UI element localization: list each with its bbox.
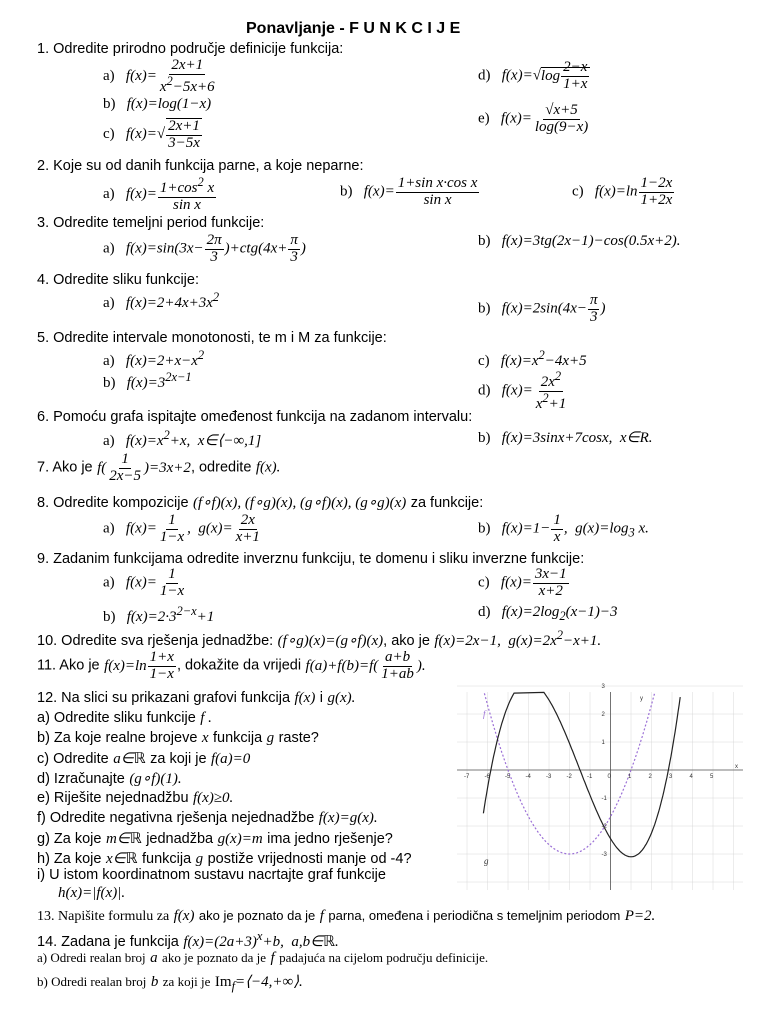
task-1c: c) f(x)=√ $\frac{2x+1}{3-5x}$ [103,118,200,151]
task-5d: d) f(x)= $\frac{2x^2}{x^2+1}$ [478,369,567,412]
task-14a-text-2: ako je poznato da je [162,950,267,965]
task-9c: c) f(x)= $\frac{3x-1}{x+2}$ [478,566,567,599]
task-8-heading: 8. Odredite kompozicije (f∘f)(x), (f∘g)(x), (g∘f)(x), (g∘g)(x) za funkcije: [37,495,484,511]
task-12b: b) Za koje realne brojeve x funkcija g raste? [37,730,319,746]
task-4b: b) f(x)=2sin(4x− $\frac{\pi}{3}$ ) [478,292,606,325]
task-9-heading: 9. Zadanim funkcijama odredite inverznu funkciju, te domenu i sliku inverzne funkcije: [37,551,585,567]
task-12c-text-2: za koji je [150,751,207,767]
graph-x-tick-label: 2 [648,774,652,780]
task-12d-text: d) Izračunajte [37,771,125,787]
task-9a: a) f(x)= $\frac{1}{1-x}$ [103,566,185,599]
task-6a: a) $f(x)=x^2+x$, x∈⟨−∞,1] [103,428,262,449]
task-12b-text-1: b) Za koje realne brojeve [37,730,198,746]
graph-y-tick-label: -1 [601,796,607,802]
task-12b-text-2: funkcija [212,730,263,746]
graph-x-tick-label: -4 [525,774,531,780]
task-12-text-2: i [319,690,324,706]
task-12a: a) Odredite sliku funkcije f . [37,710,212,726]
task-11-text-2: , dokažite da vrijedi [176,657,302,674]
task-11-text-1: 11. Ako je [37,657,100,674]
task-12h-text-1: h) Za koje [37,851,102,867]
task-11: 11. Ako je f(x)=ln $\frac{1+x}{1-x}$ , dokažite da vrijedi f(a)+f(b)=f( $\frac{a+b}{1+ab}$ ). [37,649,426,682]
task-12g-text-3: ima jedno rješenje? [267,831,393,847]
task-13-text-1: 13. Napišite formulu za [37,909,170,924]
task-14a: a) Odredi realan broj a ako je poznato da je f padajuća na cijelom području definicije. [37,950,489,966]
task-9b: b) $f(x)=2\cdot 3^{2-x}+1$ [103,604,215,625]
task-12i-formula: h(x)=|f(x)|. [58,885,126,901]
task-12-text-1: 12. Na slici su prikazani grafovi funkcija [37,690,291,706]
task-12a-text: a) Odredite sliku funkcije [37,710,196,726]
task-2a: a) f(x)= $\frac{1+\cos^2 x}{\text{sin x}}$ [103,175,215,213]
graph-x-tick-label: -3 [546,774,552,780]
graph-x-tick-label: -5 [505,774,511,780]
task-1b: b) f(x)=log(1−x) [103,96,212,112]
task-3b: b) f(x)=3tg(2x−1)−cos(0.5x+2). [478,233,681,249]
graph-y-tick-label: -3 [601,852,607,858]
task-12g-text-2: jednadžba [146,831,214,847]
task-7: 7. Ako je f( $\frac{1}{2x-5}$ )=3x+2, odredite f(x). [37,451,281,484]
task-5-heading: 5. Odredite intervale monotonosti, te m i M za funkcije: [37,330,387,346]
task-12f: f) Odredite negativna rješenja nejednadžbe f(x)=g(x). [37,810,378,826]
task-9d: d) $f(x)=2\log_2(x-1)-3$ [478,604,618,623]
task-10: 10. Odredite sva rješenja jednadžbe: (f∘g)(x)=(g∘f)(x), ako je f(x)=2x−1, $g(x)=2x^2-x+1$. [37,628,602,649]
task-14a-text-1: a) Odredi realan broj [37,950,146,965]
task-4a: a) $f(x)=2+4x+3x^2$ [103,290,220,311]
task-14-text: 14. Zadana je funkcija [37,934,179,950]
task-5b: b) $f(x)=3^{2x-1}$ [103,370,192,391]
graph-x-tick-label: 4 [689,774,693,780]
graph-x-tick-label: -7 [464,774,470,780]
graph-x-tick-label: -1 [587,774,593,780]
task-12h: h) Za koje x∈ℝ funkcija g postiže vrijednosti manje od -4? [37,851,412,867]
task-14b-text-2: za koji je [162,974,211,989]
task-12c-text-1: c) Odredite [37,751,109,767]
task-4-heading: 4. Odredite sliku funkcije: [37,272,199,288]
task-10-text-1: 10. Odredite sva rješenja jednadžbe: [37,633,274,649]
graph-axes [457,692,743,890]
task-12g-text-1: g) Za koje [37,831,102,847]
task-1d: d) f(x)=√log $\frac{2-x}{1+x}$ [478,60,590,93]
task-8b: b) f(x)=1− $\frac{1}{x}$ , $g(x)=\log_3$ x. [478,512,649,545]
task-14a-text-3: padajuća na cijelom području definicije. [279,950,489,965]
task-12-heading: 12. Na slici su prikazani grafovi funkcija f(x) i g(x). [37,690,356,706]
graph-x-tick-label: 5 [710,774,714,780]
graph-x-tick-label: 1 [628,774,632,780]
graph-axis-y-label: y [640,696,643,702]
task-8a: a) f(x)= $\frac{1}{1-x}$ , g(x)= $\frac{2x}{x+1}$ [103,512,260,545]
graph-x-tick-label: 3 [669,774,673,780]
graph-y-tick-label: 1 [601,740,605,746]
task-10-text-2: , ako je [383,633,430,649]
task-13-text-3: parna, omeđena i periodična s temeljnim periodom [328,908,621,923]
task-14b: b) Odredi realan broj b za koji je $Im_f=⟨-4,+\infty⟩$. [37,974,303,993]
task-7-text-1: 7. Ako je [37,459,93,476]
graph-x-tick-label: -2 [566,774,572,780]
task-12i-text: i) U istom koordinatnom sustavu nacrtajte graf funkcije [37,867,386,883]
task-12e-text: e) Riješite nejednadžbu [37,790,189,806]
task-1-heading: 1. Odredite prirodno područje definicije funkcija: [37,41,344,57]
graph-y-tick-label: 3 [601,684,605,690]
task-8-text-1: 8. Odredite kompozicije [37,495,189,511]
task-14b-text-1: b) Odredi realan broj [37,974,147,989]
task-7-text-2: , odredite [190,459,252,476]
task-6b: b) f(x)=3sinx+7cosx, x∈R. [478,430,653,446]
task-2b: b) f(x)= $\frac{\text{1+sin x·cos x}}{\text{sin x}}$ [340,175,478,208]
graph-tick-labels [464,684,714,858]
task-6-heading: 6. Pomoću grafa ispitajte omeđenost funkcija na zadanom intervalu: [37,409,473,425]
task-14: 14. Zadana je funkcija $f(x)=(2a+3)^x+b$, a,b∈ℝ. [37,929,339,950]
graph-y-tick-label: 2 [601,712,605,718]
task-12h-text-3: postiže vrijednosti manje od -4? [207,851,412,867]
graph-x-tick-label: 0 [607,774,611,780]
page-title: Ponavljanje - F U N K C I J E [246,20,461,37]
task-12h-text-2: funkcija [142,851,192,867]
graph-x-tick-label: -6 [484,774,490,780]
task-12g: g) Za koje m∈ℝ jednadžba g(x)=m ima jedno rješenje? [37,831,393,847]
task-12d: d) Izračunajte (g∘f)(1). [37,771,182,787]
task-12b-text-3: raste? [278,730,319,746]
graph-y-tick-label: -2 [601,824,607,830]
graph-grid [457,686,743,890]
task-13-text-2: ako je poznato da je [198,908,316,923]
graph-label-f: f [483,709,486,719]
graph-label-g: g [484,856,489,866]
task-2c: c) f(x)=ln $\frac{1-2x}{1+2x}$ [572,175,673,208]
graph-axis-x-label: x [735,764,738,770]
task-13: 13. Napišite formulu za f(x) ako je poznato da je f parna, omeđena i periodična s temeljnim periodom P=2. [37,908,656,924]
task-8-text-2: za funkcije: [410,495,484,511]
function-graph [457,684,743,890]
task-1e: e) f(x)= $\frac{√x+5}{\log(9-x)}$ [478,102,589,135]
task-3a: a) f(x)=sin(3x− $\frac{2\pi}{3}$ )+ctg(4x+ $\frac{\pi}{3}$ ) [103,232,306,265]
task-5c: c) $f(x)=x^2-4x+5$ [478,348,587,369]
task-12c: c) Odredite a∈ℝ za koji je f(a)=0 [37,751,251,767]
task-1a: a) f(x)= $\frac{2x+1}{x^2-5x+6}$ [103,57,215,95]
task-12e: e) Riješite nejednadžbu f(x)≥0. [37,790,234,806]
task-5a: a) $f(x)=2+x-x^2$ [103,348,205,369]
task-2-heading: 2. Koje su od danih funkcija parne, a koje neparne: [37,158,364,174]
task-3-heading: 3. Odredite temeljni period funkcije: [37,215,265,231]
task-12f-text: f) Odredite negativna rješenja nejednadžbe [37,810,315,826]
